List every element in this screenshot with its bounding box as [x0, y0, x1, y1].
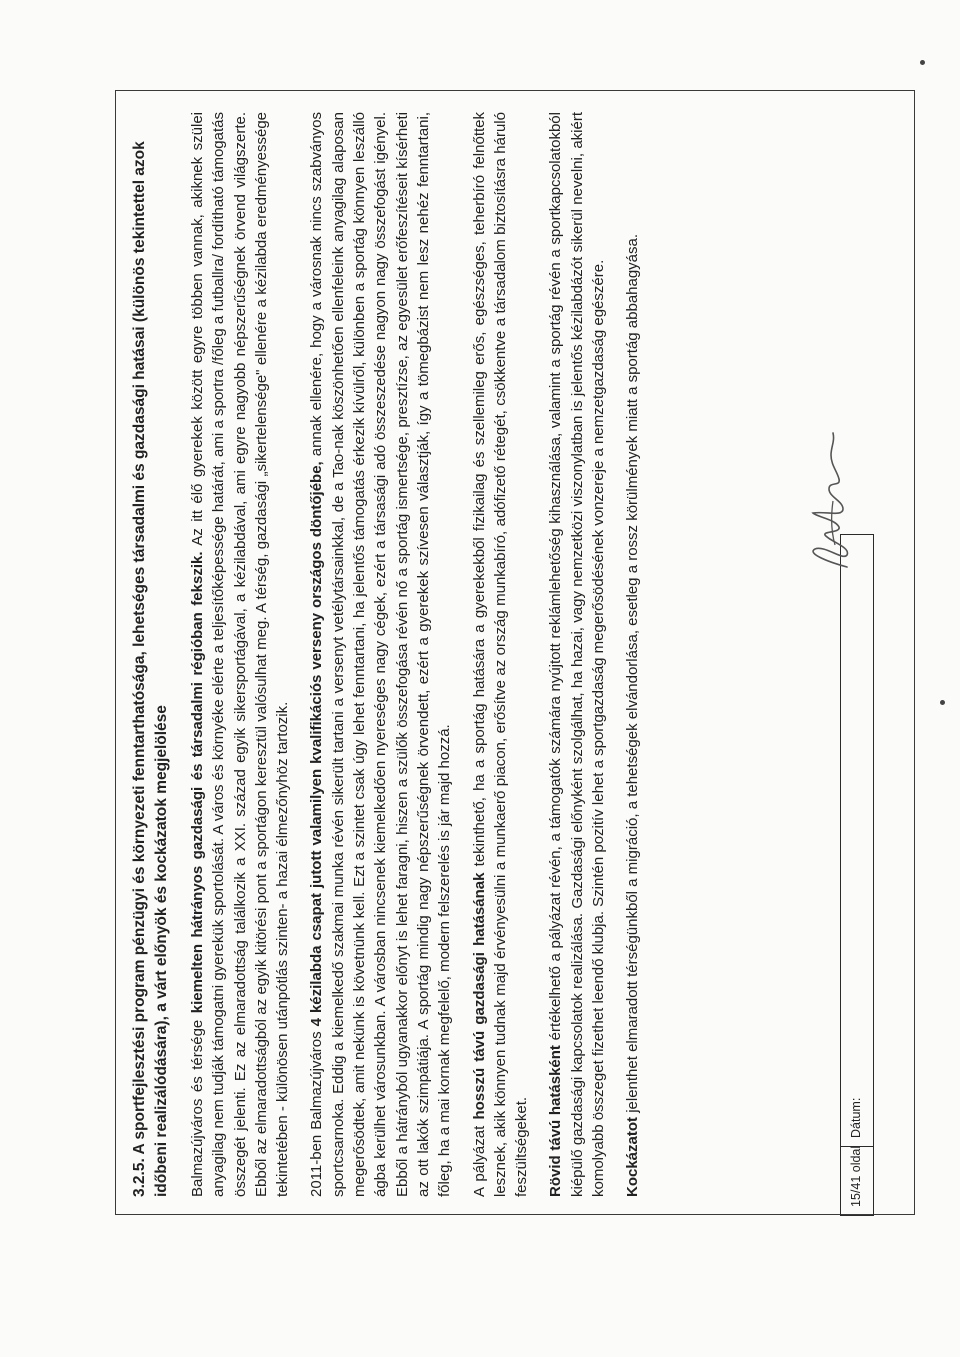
text-run: annak ellenére, hogy a városnak nincs szabványos sportcsarnoka. Eddig a kiemelkedő szakmai munka révén sikerült tartani a versenyt vetélytársainkkal, de a Tao-nak köszönhetően ellenfeleink anyagilag alaposan megerősödtek, amit nekünk is követnünk kell. Ezt a szintet csak úgy lehet fenntartani, ha jelentős támogatás érkezik kívülről, különben a sportág könnyen leszálló ágba kerülhet városunkban. A városban nincsenek kiemelkedően nyereséges nagy cégek, ezért a társasági adó összeszedése nagyon nagy összefogást igényel. Ebből a hátrányból ugyanakkor előnyt is lehet faragni, hiszen a szülők összefogása révén nő a sportág ismertsége, presztízse, az egyesület erőfeszítéseit kísérheti az ott lakók szimpátiája. A sportág mindig nagy népszerűségnek örvendett, ezért a gyerekek szívesen választják, így a tömegbázist nem lesz nehéz fenntartani, főleg, ha a mai kornak megfelelő, modern felszerelés is jár majd hozzá. [308, 111, 454, 1197]
scan-speck [920, 60, 925, 65]
signature-icon [795, 425, 865, 575]
bold-text: Rövid távú hatásként [547, 1045, 565, 1197]
page-footer [840, 534, 874, 1216]
text-run: tekinthető, ha a sportág hatására a gyerekekből fizikailag és szellemileg erős, egészséges, teherbíró felnőttek lesznek, akik könnyen tudnak majd érvényesülni a munkaerő piacon, erősítve az ország munkabíró, adófizető rétegét, csökkentve a társadalom biztosításra háruló feszültségeket. [470, 112, 531, 1197]
text-run: 2011-ben Balmazújváros [308, 1026, 326, 1197]
paragraph [622, 112, 643, 1197]
text-run: A pályázat [470, 1119, 488, 1197]
paragraph [187, 112, 293, 1197]
paragraph [469, 112, 533, 1197]
bold-text: kiemelten hátrányos gazdasági és társadalmi régióban fekszik. [189, 551, 206, 1014]
text-run: jelenthet elmaradott térségünkből a migráció, a tehetségek elvándorlása, esetleg a rossz körülmények miatt a sportág abbahagyása. [624, 233, 642, 1117]
bold-text: Kockázatot [624, 1116, 642, 1197]
text-run: Balmazújváros és térsége [189, 1013, 206, 1197]
date-field: Dátum: [840, 534, 874, 1146]
paragraph-list [187, 112, 644, 1197]
signature [795, 425, 865, 575]
paragraph [306, 112, 455, 1197]
document-body [129, 112, 657, 1197]
bold-text: hosszú távú gazdasági hatásának [470, 872, 488, 1120]
text-run: Az itt élő gyerekek között egyre többen vannak, akiknek szülei anyagilag nem tudják támogatni gyerekük sportolását. A város és környéke elérte a teljesítőképessége határát, ami a sportra /főleg a futballra/ fordítható támogatás összegét jelenti. Ez az elmaradottság találkozik a XXI. század egyik sikersportágával, a kézilabdával, ami egyre nagyobb népszerűségnek örvend világszerte. Ebből az elmaradottságból az egyik kitörési pont a sportágon keresztül valósulhat meg. A térség, gazdasági „sikertelensége" ellenére a kézilabda eredményessége tekintetében - különösen utánpótlás szinten- a hazai élmezőnyhöz tartozik. [189, 112, 292, 1197]
scan-speck [940, 700, 945, 705]
page-number: 15/41 oldal [840, 1146, 874, 1216]
paragraph [545, 112, 609, 1197]
bold-text: 4 kézilabda csapat [308, 893, 326, 1027]
section-heading: 3.2.5. A sportfejlesztési program pénzügyi és környezeti fenntarthatósága, lehetséges társadalmi és gazdasági hatásai (különös tekintettel azok időbeni realizálódására), a várt előnyök és kockázatok megjelölése [131, 141, 170, 1197]
rotated-page-content [115, 90, 915, 1215]
bold-text: jutott valamilyen kvalifikációs verseny országos döntőjébe, [308, 461, 326, 893]
text-run: értékelhető a pályázat révén, a támogatók számára nyújtott reklámlehetőség kihasználása, valamint a sportág révén a sportkapcsolatokból kiépülő gazdasági kapcsolatok realizálása. Gazdasági előnyként szolgálhat, ha hazai, vagy nemzetközi viszonylatban is jelentős kézilabdázót sikerül nevelni, akiért komolyabb összeget fizethet leendő klubja. Szintén pozitív lehet a sportgazdaság megerősödésének vonzereje a nemzetgazdaság egészére. [547, 112, 608, 1197]
